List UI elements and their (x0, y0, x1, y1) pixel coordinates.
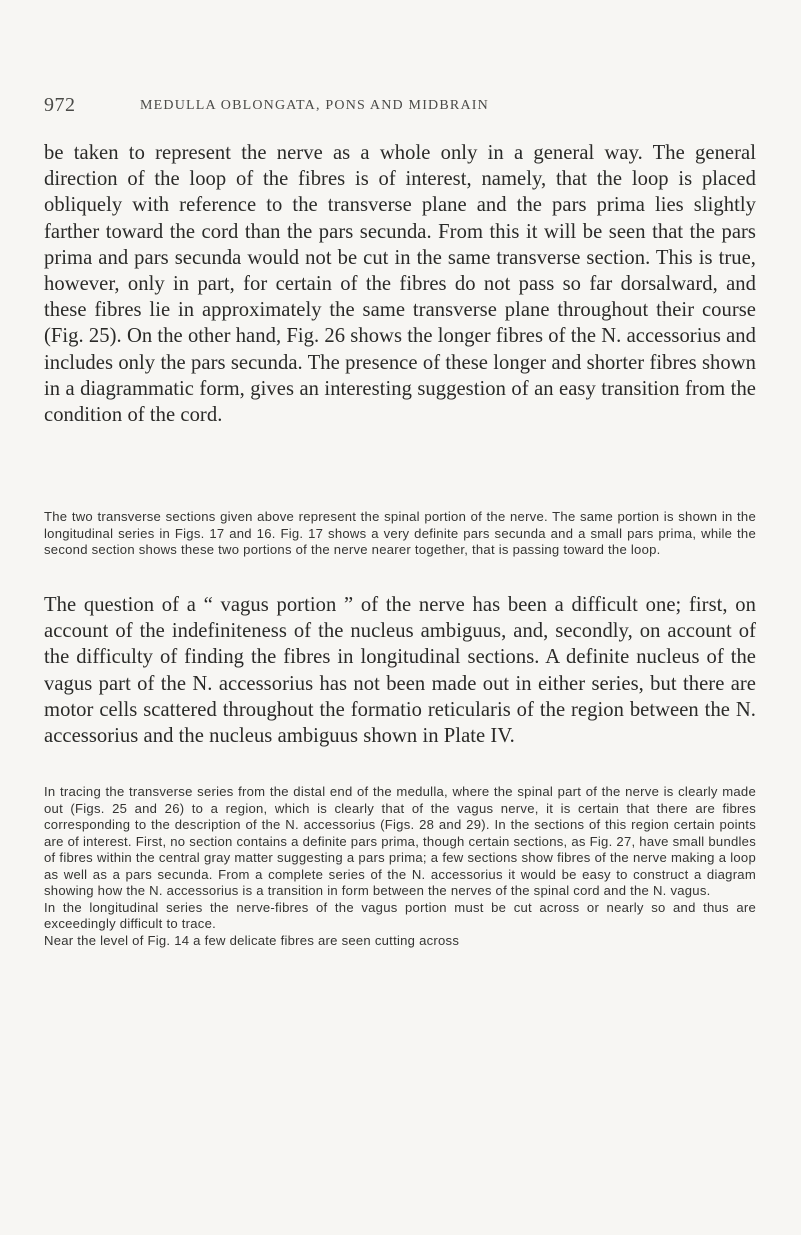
note-paragraph: Near the level of Fig. 14 a few delicate fibres are seen cutting across (44, 932, 460, 948)
paragraph-block-1 (44, 140, 756, 428)
note-paragraph: In the longitudinal series the nerve-fibres of the vagus portion must be cut across or nearly so and thus are exceedingly difficult to trace. (44, 899, 756, 931)
body-paragraph: The question of a “ vagus portion ” of the nerve has been a difficult one; first, on account of the indefiniteness of the nucleus ambiguus, and, secondly, on account of the difficulty of finding the fibres in longitudinal sections. A definite nucleus of the vagus part of the N. accessorius has not been made out in either series, but there are motor cells scattered throughout the formatio reticularis of the region between the N. accessorius and the nucleus ambiguus shown in Plate IV. (44, 594, 756, 748)
small-note-block-2 (44, 784, 756, 949)
running-title: MEDULLA OBLONGATA, PONS AND MIDBRAIN (140, 98, 489, 113)
page-number: 972 (44, 94, 76, 116)
note-paragraph: In tracing the transverse series from the distal end of the medulla, where the spinal part of the nerve is clearly made out (Figs. 25 and 26) to a region, which is clearly that of the vagus nerve, it is certain that there are fibres corresponding to the description of the N. accessorius (Figs. 28 and 29). In the sections of this region certain points are of interest. First, no section contains a definite pars prima, though certain sections, as Fig. 27, have small bundles of fibres within the central gray matter suggesting a pars prima; a few sections show fibres of the nerve making a loop as well as a pars secunda. From a complete series of the N. accessorius it would be easy to construct a diagram showing how the N. accessorius is a transition in form between the nerves of the spinal cord and the N. vagus. (44, 784, 756, 898)
small-note-block-1 (44, 509, 756, 559)
note-paragraph: The two transverse sections given above represent the spinal portion of the nerve. The same portion is shown in the longitudinal series in Figs. 17 and 16. Fig. 17 shows a very definite pars secunda and a small pars prima, while the second section shows these two portions of the nerve nearer together, that is passing toward the loop. (44, 509, 756, 557)
body-paragraph: be taken to represent the nerve as a whole only in a general way. The general direction of the loop of the fibres is of interest, namely, that the loop is placed obliquely with reference to the transverse plane and the pars prima lies slightly farther toward the cord than the pars secunda. From this it will be seen that the pars prima and pars secunda would not be cut in the same transverse section. This is true, however, only in part, for certain of the fibres do not pass so far dorsalward, and these fibres lie in approximately the same transverse plane throughout their course (Fig. 25). On the other hand, Fig. 26 shows the longer fibres of the N. accessorius and includes only the pars secunda. The presence of these longer and shorter fibres shown in a diagrammatic form, gives an interesting suggestion of an easy transition from the condition of the cord. (44, 142, 756, 427)
paragraph-block-2 (44, 592, 756, 749)
running-head (44, 94, 754, 116)
